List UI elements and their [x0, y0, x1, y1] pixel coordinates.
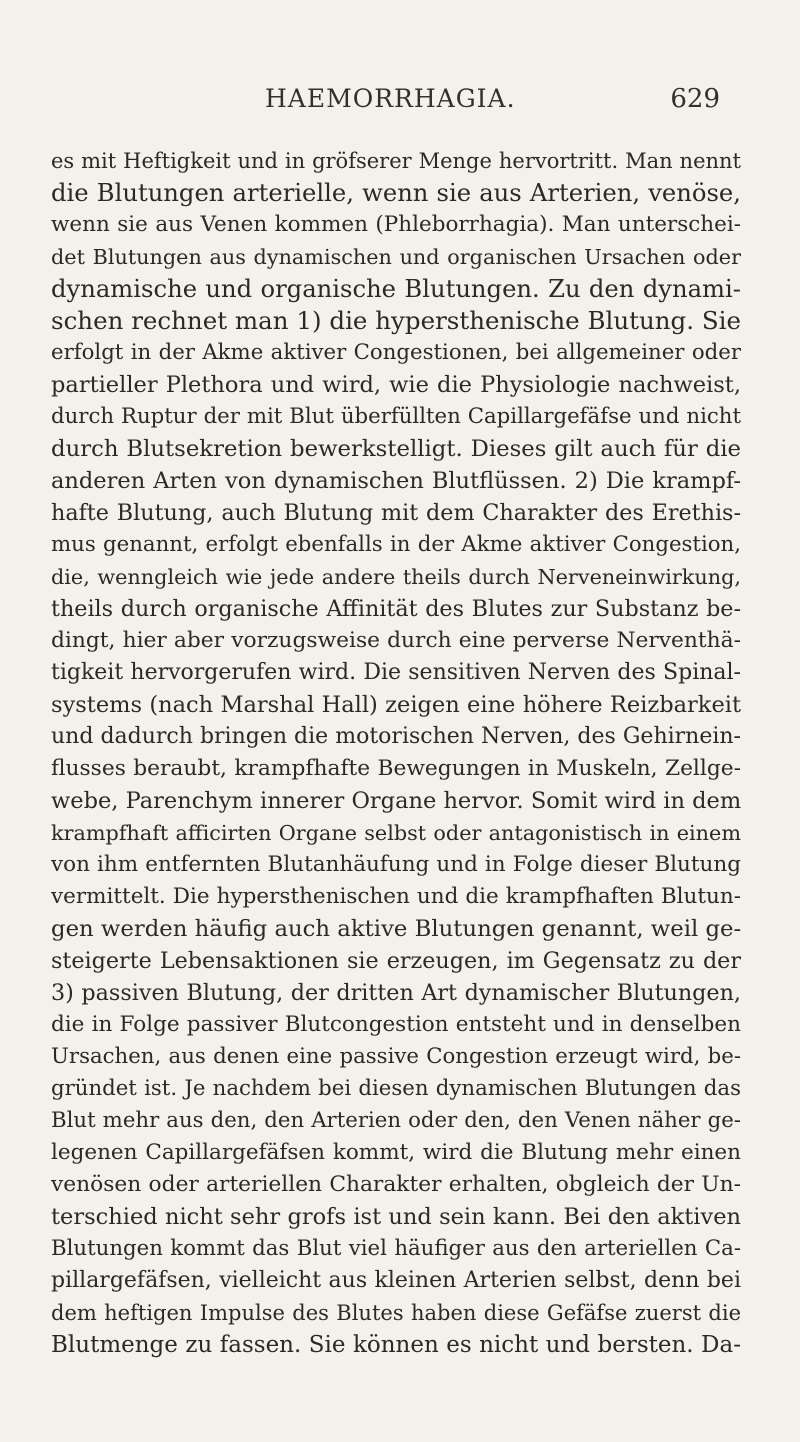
text-line: wenn sie aus Venen kommen (Phleborrhagia). Man unterschei- — [51, 212, 741, 237]
page-header — [40, 84, 720, 124]
text-line: von ihm entfernten Blutanhäufung und in Folge dieser Blutung — [51, 852, 741, 877]
running-head: HAEMORRHAGIA. — [265, 84, 516, 113]
text-line: erfolgt in der Akme aktiver Congestionen, bei allgemeiner oder — [51, 340, 741, 365]
text-line: mus genannt, erfolgt ebenfalls in der Akme aktiver Congestion, — [51, 532, 741, 557]
text-line: die Blutungen arterielle, wenn sie aus Arterien, venöse, — [51, 178, 741, 207]
text-line: Blutungen kommt das Blut viel häufiger aus den arteriellen Ca- — [51, 1236, 741, 1261]
text-line: die, wenngleich wie jede andere theils durch Nerveneinwirkung, — [51, 565, 741, 589]
text-line: durch Blutsekretion bewerkstelligt. Dieses gilt auch für die — [51, 436, 741, 462]
text-line: webe, Parenchym innerer Organe hervor. Somit wird in dem — [51, 788, 741, 814]
text-line: legenen Capillargefäfsen kommt, wird die Blutung mehr einen — [51, 1140, 741, 1165]
text-line: systems (nach Marshal Hall) zeigen eine höhere Reizbarkeit — [51, 692, 741, 718]
page-number: 629 — [670, 84, 720, 114]
text-line: tigkeit hervorgerufen wird. Die sensitiven Nerven des Spinal- — [51, 660, 741, 685]
text-line: durch Ruptur der mit Blut überfüllten Capillargefäfse und nicht — [51, 404, 741, 429]
text-line: flusses beraubt, krampfhafte Bewegungen in Muskeln, Zellge- — [51, 756, 741, 781]
body-text — [51, 145, 741, 1361]
text-line: terschied nicht sehr grofs ist und sein kann. Bei den aktiven — [51, 1204, 741, 1230]
text-line: vermittelt. Die hypersthenischen und die krampfhaften Blutun- — [51, 884, 741, 909]
text-line: gründet ist. Je nachdem bei diesen dynamischen Blutungen das — [51, 1076, 741, 1101]
text-line: und dadurch bringen die motorischen Nerven, des Gehirnein- — [51, 724, 741, 749]
text-line: theils durch organische Affinität des Blutes zur Substanz be- — [51, 596, 741, 622]
text-line: Blutmenge zu fassen. Sie können es nicht und bersten. Da- — [51, 1332, 741, 1358]
text-line: dem heftigen Impulse des Blutes haben diese Gefäfse zuerst die — [51, 1301, 741, 1325]
text-line: steigerte Lebensaktionen sie erzeugen, im Gegensatz zu der — [51, 948, 741, 974]
text-line: hafte Blutung, auch Blutung mit dem Charakter des Erethis- — [51, 500, 741, 526]
text-line: Blut mehr aus den, den Arterien oder den, den Venen näher ge- — [51, 1108, 741, 1133]
text-line: gen werden häufig auch aktive Blutungen genannt, weil ge- — [51, 916, 741, 942]
text-line: dynamische und organische Blutungen. Zu den dynami- — [51, 274, 741, 303]
text-line: Ursachen, aus denen eine passive Congestion erzeugt wird, be- — [51, 1044, 741, 1069]
text-line: 3) passiven Blutung, der dritten Art dynamischer Blutungen, — [51, 980, 741, 1006]
text-line: es mit Heftigkeit und in gröfserer Menge hervortritt. Man nennt — [51, 149, 741, 173]
text-line: schen rechnet man 1) die hypersthenische Blutung. Sie — [51, 306, 741, 335]
text-line: venösen oder arteriellen Charakter erhalten, obgleich der Un- — [51, 1172, 741, 1197]
text-line: pillargefäfsen, vielleicht aus kleinen Arterien selbst, denn bei — [51, 1268, 741, 1293]
text-line: det Blutungen aus dynamischen und organischen Ursachen oder — [51, 245, 741, 269]
text-line: partieller Plethora und wird, wie die Physiologie nachweist, — [51, 372, 741, 398]
text-line: anderen Arten von dynamischen Blutflüssen. 2) Die krampf- — [51, 468, 741, 494]
text-line: dingt, hier aber vorzugsweise durch eine perverse Nerventhä- — [51, 628, 741, 653]
text-line: krampfhaft afficirten Organe selbst oder antagonistisch in einem — [51, 821, 741, 845]
text-line: die in Folge passiver Blutcongestion entsteht und in denselben — [51, 1012, 741, 1037]
